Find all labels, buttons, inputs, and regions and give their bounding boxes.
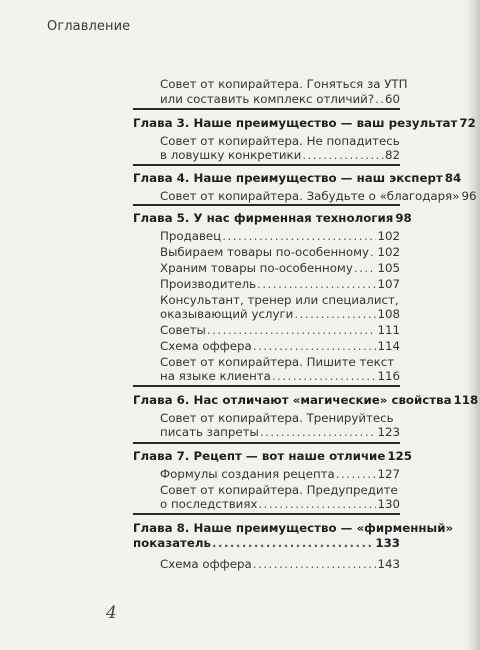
toc-text-line: Совет от копирайтера. Пишите текст [160,355,395,369]
leader-dots [375,92,384,106]
toc-entry-title: Продавец [160,229,222,243]
toc-chapter-page: 72 [459,116,476,130]
leader-dots [260,425,377,439]
leader-dots [253,557,377,571]
toc-entry[interactable] [160,189,477,203]
toc-entry-page: 102 [377,245,400,259]
toc-chapter-title: Глава 3. Наше преимущество — ваш результат [133,116,458,130]
toc-entry-page: 96 [461,189,477,203]
toc-entry-title: Храним товары по-особенному [160,261,353,275]
leader-dots [258,497,376,511]
chapter-divider [133,204,400,206]
toc-chapter-title: Глава 7. Рецепт — вот наше отличие [133,449,386,463]
toc-chapter-text-line: Глава 8. Наше преимущество — «фирменный» [133,521,454,535]
toc-entry[interactable] [160,245,400,259]
toc-entry-title: в ловушку конкретики [160,148,302,162]
toc-entry-page: 143 [377,557,400,571]
toc-entry-title: Схема оффера [160,339,252,353]
toc-entry[interactable] [160,261,400,275]
toc-chapter-title: Глава 6. Нас отличают «магические» свойства [133,393,452,407]
chapter-divider [133,385,400,387]
toc-chapter[interactable] [133,171,462,185]
toc-entry-page: 82 [384,148,400,162]
toc-chapter-title: Глава 4. Наше преимущество — наш эксперт [133,171,443,185]
toc-entry[interactable] [160,323,400,337]
chapter-divider [133,442,400,444]
toc-entry-page: 116 [377,369,400,383]
toc-entry-page: 105 [377,261,400,275]
toc-entry[interactable] [160,277,400,291]
toc-entry[interactable] [160,557,400,571]
toc-chapter[interactable] [133,211,412,225]
toc-entry-title: Схема оффера [160,557,252,571]
leader-dots [257,277,376,291]
toc-chapter-page: 118 [453,393,479,407]
toc-entry-page: 127 [377,467,400,481]
toc-entry[interactable] [160,148,400,162]
chapter-divider [133,108,400,110]
toc-entry-page: 102 [377,229,400,243]
toc-text-line: Консультант, тренер или специалист, [160,293,399,307]
leader-dots [222,229,376,243]
toc-chapter[interactable] [133,536,400,550]
toc-entry[interactable] [160,307,400,321]
toc-entry[interactable] [160,339,400,353]
toc-entry-title: на языке клиента [160,369,271,383]
toc-entry-page: 123 [377,425,400,439]
leader-dots [370,245,377,259]
toc-entry[interactable] [160,229,400,243]
toc-entry-title: Выбираем товары по-особенному [160,245,369,259]
leader-dots [207,323,377,337]
toc-chapter-page: 125 [387,449,412,463]
toc-text-line: Совет от копирайтера. Гоняться за УТП [160,77,408,91]
toc-chapter-title: показатель [133,536,211,550]
toc-entry[interactable] [160,425,400,439]
leader-dots [354,261,377,275]
toc-entry-page: 130 [377,497,400,511]
toc-entry[interactable] [160,497,400,511]
toc-entry-title: или составить комплекс отличий? [160,92,375,106]
toc-chapter-page: 98 [395,211,412,225]
toc-entry-title: оказывающий услуги [160,307,294,321]
toc-entry-title: Производитель [160,277,257,291]
toc-entry-title: Формулы создания рецепта [160,467,335,481]
toc-entry-title: писать запреты [160,425,259,439]
toc-entry-title: Совет от копирайтера. Забудьте о «благодаря» [160,189,460,203]
toc-entry[interactable] [160,369,400,383]
toc-chapter[interactable] [133,449,412,463]
page-number: 4 [106,603,117,623]
leader-dots [253,339,377,353]
running-header: Оглавление [47,19,131,34]
toc-entry[interactable] [160,467,400,481]
toc-text-line: Совет от копирайтера. Предупредите [160,483,398,497]
toc-chapter[interactable] [133,116,476,130]
leader-dots [212,536,374,550]
toc-text-line: Совет от копирайтера. Не попадитесь [160,134,400,148]
toc-entry-title: о последствиях [160,497,258,511]
toc-chapter-page: 84 [444,171,462,185]
toc-chapter[interactable] [133,393,479,407]
leader-dots [336,467,377,481]
chapter-divider [133,513,400,515]
toc-text-line: Совет от копирайтера. Тренируйтесь [160,411,394,425]
toc-entry-page: 108 [377,307,400,321]
leader-dots [302,148,384,162]
chapter-divider [133,164,400,166]
toc-entry-page: 114 [377,339,400,353]
toc-chapter-title: Глава 5. У нас фирменная технология [133,211,394,225]
leader-dots [294,307,376,321]
leader-dots [272,369,377,383]
toc-entry-page: 107 [377,277,400,291]
toc-entry-page: 111 [377,323,400,337]
toc-entry-title: Советы [160,323,206,337]
toc-entry-page: 60 [384,92,400,106]
toc-entry[interactable] [160,92,400,106]
toc-chapter-page: 133 [375,536,400,550]
